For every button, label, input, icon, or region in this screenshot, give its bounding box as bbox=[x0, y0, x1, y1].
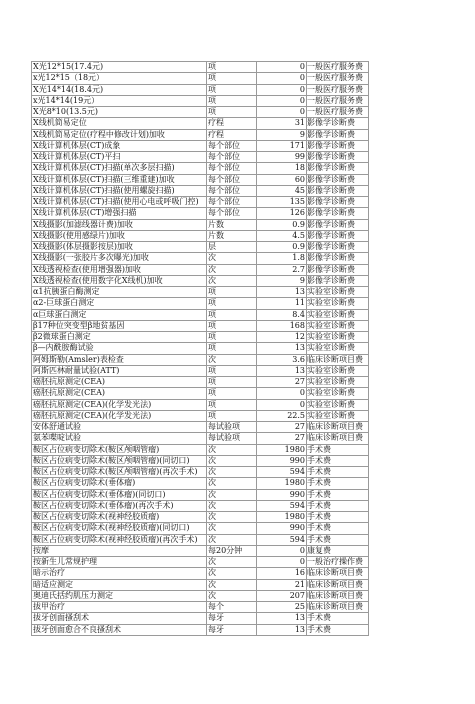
item-name-cell[interactable]: 拔牙创面搔刮术 bbox=[32, 613, 207, 624]
category-cell[interactable]: 手术费 bbox=[307, 523, 369, 534]
unit-cell[interactable]: 项 bbox=[207, 73, 257, 84]
unit-cell[interactable]: 每牙 bbox=[207, 624, 257, 635]
price-cell[interactable]: 990 bbox=[257, 523, 307, 534]
table-row bbox=[32, 512, 369, 523]
category-cell[interactable]: 临床诊断项目费 bbox=[307, 354, 369, 365]
unit-cell[interactable]: 项 bbox=[207, 388, 257, 399]
unit-cell[interactable]: 次 bbox=[207, 275, 257, 286]
item-name-cell[interactable]: β2微球蛋白测定 bbox=[32, 332, 207, 343]
price-cell[interactable]: 27 bbox=[257, 422, 307, 433]
category-cell[interactable]: 手术费 bbox=[307, 455, 369, 466]
item-name-cell[interactable]: X线计算机体层(CT)平扫 bbox=[32, 152, 207, 163]
item-name-cell[interactable]: X线透视检查(使用增强器)加收 bbox=[32, 264, 207, 275]
category-cell[interactable]: 实验室诊断费 bbox=[307, 298, 369, 309]
item-name-cell[interactable]: X线机简易定位(疗程中修改计划)加收 bbox=[32, 129, 207, 140]
item-name-cell[interactable]: X线计算机体层(CT)扫描(使用心电或呼吸门控) bbox=[32, 197, 207, 208]
unit-cell[interactable]: 次 bbox=[207, 500, 257, 511]
item-name-cell[interactable]: 安体舒通试验 bbox=[32, 422, 207, 433]
item-name-cell[interactable]: X光14*14(18.4元) bbox=[32, 84, 207, 95]
unit-cell[interactable]: 项 bbox=[207, 377, 257, 388]
table-row bbox=[32, 332, 369, 343]
item-name-cell[interactable]: 拔牙创面愈合不良搔刮术 bbox=[32, 624, 207, 635]
unit-cell[interactable]: 项 bbox=[207, 298, 257, 309]
table-row bbox=[32, 590, 369, 601]
item-name-cell[interactable]: α巨球蛋白测定 bbox=[32, 309, 207, 320]
unit-cell[interactable]: 项 bbox=[207, 107, 257, 118]
price-cell[interactable]: 0 bbox=[257, 545, 307, 556]
unit-cell[interactable]: 每20分钟 bbox=[207, 545, 257, 556]
unit-cell[interactable]: 次 bbox=[207, 467, 257, 478]
category-cell[interactable]: 康复费 bbox=[307, 545, 369, 556]
category-cell[interactable]: 一般医疗服务费 bbox=[307, 95, 369, 106]
price-cell[interactable]: 60 bbox=[257, 174, 307, 185]
price-cell[interactable]: 25 bbox=[257, 602, 307, 613]
unit-cell[interactable]: 项 bbox=[207, 95, 257, 106]
table-row bbox=[32, 410, 369, 421]
price-cell[interactable]: 0.9 bbox=[257, 219, 307, 230]
category-cell[interactable]: 实验室诊断费 bbox=[307, 388, 369, 399]
item-name-cell[interactable]: 鞍区占位病变切除术(鞍区颅咽管瘤) bbox=[32, 444, 207, 455]
item-name-cell[interactable]: 暗适应测定 bbox=[32, 579, 207, 590]
unit-cell[interactable]: 次 bbox=[207, 264, 257, 275]
category-cell[interactable]: 影像学诊断费 bbox=[307, 129, 369, 140]
price-cell[interactable]: 22.5 bbox=[257, 410, 307, 421]
unit-cell[interactable]: 项 bbox=[207, 365, 257, 376]
table-row bbox=[32, 309, 369, 320]
price-cell[interactable]: 207 bbox=[257, 590, 307, 601]
table-row bbox=[32, 118, 369, 129]
table-row bbox=[32, 545, 369, 556]
unit-cell[interactable]: 每个部位 bbox=[207, 163, 257, 174]
price-cell[interactable]: 1980 bbox=[257, 512, 307, 523]
price-cell[interactable]: 0 bbox=[257, 557, 307, 568]
table-row bbox=[32, 354, 369, 365]
fee-table-sheet bbox=[31, 61, 368, 636]
item-name-cell[interactable]: 鞍区占位病变切除术(视神经胶质瘤)(同切口) bbox=[32, 523, 207, 534]
item-name-cell[interactable]: X光8*10(13.5元) bbox=[32, 107, 207, 118]
table-row bbox=[32, 62, 369, 73]
table-row bbox=[32, 557, 369, 568]
category-cell[interactable]: 手术费 bbox=[307, 467, 369, 478]
category-cell[interactable]: 影像学诊断费 bbox=[307, 174, 369, 185]
table-row bbox=[32, 140, 369, 151]
unit-cell[interactable]: 次 bbox=[207, 444, 257, 455]
unit-cell[interactable]: 疗程 bbox=[207, 118, 257, 129]
price-cell[interactable]: 18 bbox=[257, 163, 307, 174]
table-row bbox=[32, 602, 369, 613]
category-cell[interactable]: 影像学诊断费 bbox=[307, 152, 369, 163]
table-row bbox=[32, 73, 369, 84]
unit-cell[interactable]: 每牙 bbox=[207, 613, 257, 624]
category-cell[interactable]: 临床诊断项目费 bbox=[307, 568, 369, 579]
table-row bbox=[32, 433, 369, 444]
table-row bbox=[32, 152, 369, 163]
category-cell[interactable]: 手术费 bbox=[307, 613, 369, 624]
unit-cell[interactable]: 每个部位 bbox=[207, 174, 257, 185]
table-row bbox=[32, 478, 369, 489]
item-name-cell[interactable]: 癌胚抗原测定(CEA) bbox=[32, 388, 207, 399]
price-cell[interactable]: 594 bbox=[257, 534, 307, 545]
unit-cell[interactable]: 次 bbox=[207, 534, 257, 545]
unit-cell[interactable]: 项 bbox=[207, 343, 257, 354]
item-name-cell[interactable]: X线计算机体层(CT)增强扫描 bbox=[32, 208, 207, 219]
category-cell[interactable]: 影像学诊断费 bbox=[307, 140, 369, 151]
item-name-cell[interactable]: X线计算机体层(CT)成象 bbox=[32, 140, 207, 151]
price-cell[interactable]: 0 bbox=[257, 84, 307, 95]
item-name-cell[interactable]: X线计算机体层(CT)扫描(单次多层扫描) bbox=[32, 163, 207, 174]
unit-cell[interactable]: 次 bbox=[207, 455, 257, 466]
price-cell[interactable]: 31 bbox=[257, 118, 307, 129]
price-cell[interactable]: 12 bbox=[257, 332, 307, 343]
unit-cell[interactable]: 次 bbox=[207, 253, 257, 264]
price-cell[interactable]: 13 bbox=[257, 613, 307, 624]
price-cell[interactable]: 13 bbox=[257, 287, 307, 298]
category-cell[interactable]: 手术费 bbox=[307, 624, 369, 635]
price-cell[interactable]: 11 bbox=[257, 298, 307, 309]
category-cell[interactable]: 临床诊断项目费 bbox=[307, 579, 369, 590]
table-row bbox=[32, 377, 369, 388]
unit-cell[interactable]: 次 bbox=[207, 579, 257, 590]
item-name-cell[interactable]: 阿斯匹林耐量试验(ATT) bbox=[32, 365, 207, 376]
unit-cell[interactable]: 每试验项 bbox=[207, 433, 257, 444]
unit-cell[interactable]: 片数 bbox=[207, 230, 257, 241]
item-name-cell[interactable]: β17种位突变型β地贫基因 bbox=[32, 320, 207, 331]
item-name-cell[interactable]: x光14*14(19元） bbox=[32, 95, 207, 106]
unit-cell[interactable]: 每个 bbox=[207, 602, 257, 613]
unit-cell[interactable]: 项 bbox=[207, 399, 257, 410]
table-row bbox=[32, 399, 369, 410]
category-cell[interactable]: 实验室诊断费 bbox=[307, 343, 369, 354]
price-cell[interactable]: 135 bbox=[257, 197, 307, 208]
item-name-cell[interactable]: α1抗胰蛋白酶测定 bbox=[32, 287, 207, 298]
price-cell[interactable]: 594 bbox=[257, 467, 307, 478]
item-name-cell[interactable]: 鞍区占位病变切除术(垂体瘤) bbox=[32, 478, 207, 489]
unit-cell[interactable]: 每个部位 bbox=[207, 185, 257, 196]
category-cell[interactable]: 临床诊断项目费 bbox=[307, 433, 369, 444]
table-row bbox=[32, 534, 369, 545]
item-name-cell[interactable]: 鞍区占位病变切除术(鞍区颅咽管瘤)(再次手术) bbox=[32, 467, 207, 478]
table-row bbox=[32, 107, 369, 118]
item-name-cell[interactable]: X线机简易定位 bbox=[32, 118, 207, 129]
category-cell[interactable]: 一般医疗服务费 bbox=[307, 73, 369, 84]
price-cell[interactable]: 9 bbox=[257, 129, 307, 140]
table-row bbox=[32, 489, 369, 500]
category-cell[interactable]: 一般医疗服务费 bbox=[307, 107, 369, 118]
unit-cell[interactable]: 次 bbox=[207, 568, 257, 579]
table-row bbox=[32, 523, 369, 534]
category-cell[interactable]: 实验室诊断费 bbox=[307, 410, 369, 421]
item-name-cell[interactable]: β—内酰胺酶试验 bbox=[32, 343, 207, 354]
unit-cell[interactable]: 项 bbox=[207, 320, 257, 331]
category-cell[interactable]: 影像学诊断费 bbox=[307, 118, 369, 129]
table-row bbox=[32, 579, 369, 590]
category-cell[interactable]: 影像学诊断费 bbox=[307, 242, 369, 253]
price-cell[interactable]: 13 bbox=[257, 624, 307, 635]
item-name-cell[interactable]: 鞍区占位病变切除术(垂体瘤)(同切口) bbox=[32, 489, 207, 500]
item-name-cell[interactable]: 阿姆斯勒(Amsler)表检查 bbox=[32, 354, 207, 365]
item-name-cell[interactable]: 奥迪氏括约肌压力测定 bbox=[32, 590, 207, 601]
unit-cell[interactable]: 次 bbox=[207, 523, 257, 534]
table-row bbox=[32, 455, 369, 466]
category-cell[interactable]: 手术费 bbox=[307, 489, 369, 500]
price-cell[interactable]: 0 bbox=[257, 95, 307, 106]
item-name-cell[interactable]: 癌胚抗原测定(CEA)(化学发光法) bbox=[32, 410, 207, 421]
price-cell[interactable]: 168 bbox=[257, 320, 307, 331]
table-row bbox=[32, 275, 369, 286]
item-name-cell[interactable]: 鞍区占位病变切除术(视神经胶质瘤)(再次手术) bbox=[32, 534, 207, 545]
price-cell[interactable]: 2.7 bbox=[257, 264, 307, 275]
unit-cell[interactable]: 每个部位 bbox=[207, 197, 257, 208]
table-row bbox=[32, 365, 369, 376]
price-cell[interactable]: 0 bbox=[257, 62, 307, 73]
unit-cell[interactable]: 每个部位 bbox=[207, 152, 257, 163]
table-row bbox=[32, 129, 369, 140]
item-name-cell[interactable]: 癌胚抗原测定(CEA) bbox=[32, 377, 207, 388]
item-name-cell[interactable]: X光12*15(17.4元) bbox=[32, 62, 207, 73]
price-cell[interactable]: 0 bbox=[257, 399, 307, 410]
table-row bbox=[32, 500, 369, 511]
category-cell[interactable]: 手术费 bbox=[307, 512, 369, 523]
category-cell[interactable]: 实验室诊断费 bbox=[307, 399, 369, 410]
category-cell[interactable]: 一般医疗服务费 bbox=[307, 84, 369, 95]
price-cell[interactable]: 1.8 bbox=[257, 253, 307, 264]
category-cell[interactable]: 影像学诊断费 bbox=[307, 197, 369, 208]
table-row bbox=[32, 287, 369, 298]
table-row bbox=[32, 253, 369, 264]
category-cell[interactable]: 手术费 bbox=[307, 444, 369, 455]
price-cell[interactable]: 8.4 bbox=[257, 309, 307, 320]
item-name-cell[interactable]: 氨苯喋啶试验 bbox=[32, 433, 207, 444]
unit-cell[interactable]: 项 bbox=[207, 332, 257, 343]
price-cell[interactable]: 990 bbox=[257, 489, 307, 500]
price-cell[interactable]: 27 bbox=[257, 377, 307, 388]
price-cell[interactable]: 0 bbox=[257, 73, 307, 84]
category-cell[interactable]: 影像学诊断费 bbox=[307, 253, 369, 264]
unit-cell[interactable]: 疗程 bbox=[207, 129, 257, 140]
price-cell[interactable]: 0 bbox=[257, 388, 307, 399]
unit-cell[interactable]: 层 bbox=[207, 242, 257, 253]
category-cell[interactable]: 临床诊断项目费 bbox=[307, 590, 369, 601]
price-cell[interactable]: 1980 bbox=[257, 444, 307, 455]
category-cell[interactable]: 手术费 bbox=[307, 534, 369, 545]
item-name-cell[interactable]: X线摄影(体层摄影按层)加收 bbox=[32, 242, 207, 253]
category-cell[interactable]: 实验室诊断费 bbox=[307, 309, 369, 320]
price-cell[interactable]: 45 bbox=[257, 185, 307, 196]
item-name-cell[interactable]: 暗示治疗 bbox=[32, 568, 207, 579]
unit-cell[interactable]: 项 bbox=[207, 84, 257, 95]
item-name-cell[interactable]: X线摄影(加滤线器计费)加收 bbox=[32, 219, 207, 230]
price-cell[interactable]: 990 bbox=[257, 455, 307, 466]
item-name-cell[interactable]: X线摄影(使用感绿片)加收 bbox=[32, 230, 207, 241]
unit-cell[interactable]: 每个部位 bbox=[207, 208, 257, 219]
category-cell[interactable]: 手术费 bbox=[307, 478, 369, 489]
unit-cell[interactable]: 次 bbox=[207, 478, 257, 489]
unit-cell[interactable]: 次 bbox=[207, 512, 257, 523]
table-row bbox=[32, 264, 369, 275]
item-name-cell[interactable]: α2-巨球蛋白测定 bbox=[32, 298, 207, 309]
table-row bbox=[32, 388, 369, 399]
table-row bbox=[32, 84, 369, 95]
table-row bbox=[32, 444, 369, 455]
category-cell[interactable]: 影像学诊断费 bbox=[307, 264, 369, 275]
table-row bbox=[32, 320, 369, 331]
table-row bbox=[32, 230, 369, 241]
item-name-cell[interactable]: 鞍区占位病变切除术(鞍区颅咽管瘤)(同切口) bbox=[32, 455, 207, 466]
item-name-cell[interactable]: 癌胚抗原测定(CEA)(化学发光法) bbox=[32, 399, 207, 410]
unit-cell[interactable]: 片数 bbox=[207, 219, 257, 230]
price-cell[interactable]: 27 bbox=[257, 433, 307, 444]
item-name-cell[interactable]: 按新生儿常规护理 bbox=[32, 557, 207, 568]
price-cell[interactable]: 3.6 bbox=[257, 354, 307, 365]
table-row bbox=[32, 208, 369, 219]
fee-table bbox=[31, 61, 369, 636]
price-cell[interactable]: 0 bbox=[257, 107, 307, 118]
category-cell[interactable]: 实验室诊断费 bbox=[307, 365, 369, 376]
price-cell[interactable]: 171 bbox=[257, 140, 307, 151]
item-name-cell[interactable]: 拔甲治疗 bbox=[32, 602, 207, 613]
category-cell[interactable]: 实验室诊断费 bbox=[307, 287, 369, 298]
table-row bbox=[32, 219, 369, 230]
category-cell[interactable]: 临床诊断项目费 bbox=[307, 602, 369, 613]
price-cell[interactable]: 99 bbox=[257, 152, 307, 163]
unit-cell[interactable]: 次 bbox=[207, 590, 257, 601]
table-row bbox=[32, 163, 369, 174]
table-row bbox=[32, 95, 369, 106]
table-row bbox=[32, 568, 369, 579]
price-cell[interactable]: 13 bbox=[257, 343, 307, 354]
table-row bbox=[32, 613, 369, 624]
category-cell[interactable]: 一般医疗服务费 bbox=[307, 62, 369, 73]
category-cell[interactable]: 实验室诊断费 bbox=[307, 377, 369, 388]
item-name-cell[interactable]: 鞍区占位病变切除术(视神经胶质瘤) bbox=[32, 512, 207, 523]
item-name-cell[interactable]: X线透视检查(使用数字化X线机)加收 bbox=[32, 275, 207, 286]
unit-cell[interactable]: 次 bbox=[207, 557, 257, 568]
unit-cell[interactable]: 项 bbox=[207, 287, 257, 298]
price-cell[interactable]: 21 bbox=[257, 579, 307, 590]
category-cell[interactable]: 影像学诊断费 bbox=[307, 185, 369, 196]
unit-cell[interactable]: 项 bbox=[207, 309, 257, 320]
price-cell[interactable]: 4.5 bbox=[257, 230, 307, 241]
table-row bbox=[32, 174, 369, 185]
category-cell[interactable]: 手术费 bbox=[307, 500, 369, 511]
table-row bbox=[32, 298, 369, 309]
item-name-cell[interactable]: X线计算机体层(CT)扫描(使用螺旋扫描) bbox=[32, 185, 207, 196]
table-row bbox=[32, 343, 369, 354]
unit-cell[interactable]: 每试验项 bbox=[207, 422, 257, 433]
price-cell[interactable]: 1980 bbox=[257, 478, 307, 489]
unit-cell[interactable]: 次 bbox=[207, 354, 257, 365]
unit-cell[interactable]: 项 bbox=[207, 410, 257, 421]
item-name-cell[interactable]: 鞍区占位病变切除术(垂体瘤)(再次手术) bbox=[32, 500, 207, 511]
unit-cell[interactable]: 次 bbox=[207, 489, 257, 500]
category-cell[interactable]: 临床诊断项目费 bbox=[307, 422, 369, 433]
category-cell[interactable]: 实验室诊断费 bbox=[307, 320, 369, 331]
price-cell[interactable]: 16 bbox=[257, 568, 307, 579]
item-name-cell[interactable]: X线摄影(一张胶片多次曝光)加收 bbox=[32, 253, 207, 264]
unit-cell[interactable]: 每个部位 bbox=[207, 140, 257, 151]
table-row bbox=[32, 467, 369, 478]
category-cell[interactable]: 影像学诊断费 bbox=[307, 208, 369, 219]
table-row bbox=[32, 185, 369, 196]
table-row bbox=[32, 624, 369, 635]
price-cell[interactable]: 0.9 bbox=[257, 242, 307, 253]
price-cell[interactable]: 13 bbox=[257, 365, 307, 376]
category-cell[interactable]: 一般治疗操作费 bbox=[307, 557, 369, 568]
fee-table-body bbox=[32, 62, 369, 636]
price-cell[interactable]: 594 bbox=[257, 500, 307, 511]
category-cell[interactable]: 影像学诊断费 bbox=[307, 275, 369, 286]
table-row bbox=[32, 242, 369, 253]
price-cell[interactable]: 9 bbox=[257, 275, 307, 286]
category-cell[interactable]: 影像学诊断费 bbox=[307, 163, 369, 174]
category-cell[interactable]: 影像学诊断费 bbox=[307, 219, 369, 230]
item-name-cell[interactable]: X线计算机体层(CT)扫描(三维重建)加收 bbox=[32, 174, 207, 185]
unit-cell[interactable]: 项 bbox=[207, 62, 257, 73]
category-cell[interactable]: 实验室诊断费 bbox=[307, 332, 369, 343]
item-name-cell[interactable]: 按摩 bbox=[32, 545, 207, 556]
item-name-cell[interactable]: x光12*15（18元） bbox=[32, 73, 207, 84]
price-cell[interactable]: 126 bbox=[257, 208, 307, 219]
table-row bbox=[32, 197, 369, 208]
category-cell[interactable]: 影像学诊断费 bbox=[307, 230, 369, 241]
table-row bbox=[32, 422, 369, 433]
